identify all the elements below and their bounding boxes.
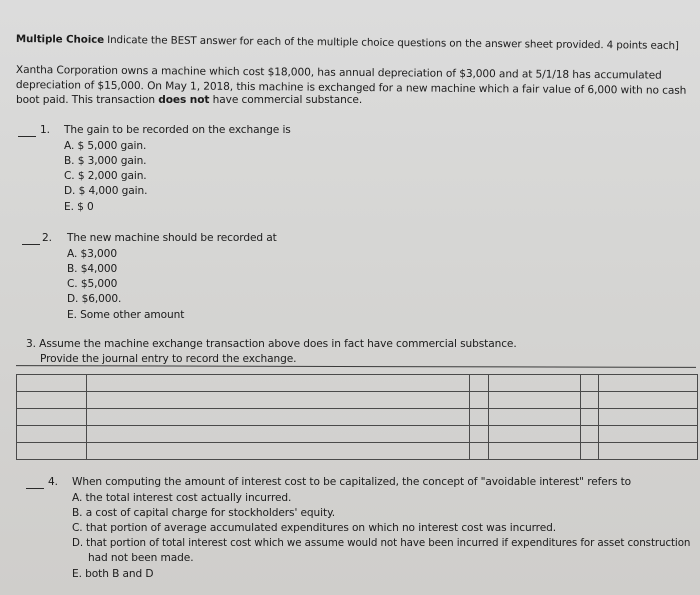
q4-option-a: A. the total interest cost actually incurred. <box>72 492 292 504</box>
instructions-header <box>16 33 679 52</box>
table-cell[interactable] <box>488 426 580 443</box>
intro-line-3-pre: boot paid. This transaction <box>16 94 159 106</box>
intro-line-2: depreciation of $15,000. On May 1, 2018, this machine is exchanged for a new machine which a fair value of 6,000 with no cash <box>15 79 687 97</box>
q4-option-b: B. a cost of capital charge for stockholders' equity. <box>72 507 335 519</box>
q1-number: 1. <box>40 124 50 136</box>
q3-instruction: Provide the journal entry to record the exchange. <box>40 353 297 365</box>
q4-option-d-continued: had not been made. <box>88 552 194 564</box>
table-cell[interactable] <box>87 375 470 392</box>
table-cell[interactable] <box>87 443 470 460</box>
table-row <box>17 443 698 460</box>
q2-option-d: D. $6,000. <box>67 293 122 305</box>
table-cell[interactable] <box>470 375 488 392</box>
header-bold: Multiple Choice <box>15 33 105 46</box>
table-cell[interactable] <box>87 426 470 443</box>
q1-option-b: B. $ 3,000 gain. <box>64 155 147 167</box>
table-cell[interactable] <box>488 392 580 409</box>
table-cell[interactable] <box>580 392 598 409</box>
q2-option-e: E. Some other amount <box>67 309 185 321</box>
table-cell[interactable] <box>470 392 488 409</box>
table-cell[interactable] <box>599 443 698 460</box>
table-cell[interactable] <box>470 409 488 426</box>
table-cell[interactable] <box>599 426 698 443</box>
q3-prompt: 3. Assume the machine exchange transaction above does in fact have commercial substance. <box>26 338 517 350</box>
table-row <box>17 375 698 392</box>
q1-option-c: C. $ 2,000 gain. <box>64 170 147 182</box>
table-cell[interactable] <box>488 375 580 392</box>
table-cell[interactable] <box>599 409 698 426</box>
q1-option-d: D. $ 4,000 gain. <box>64 185 148 197</box>
intro-line-3-post: have commercial substance. <box>209 94 363 106</box>
table-row <box>17 392 698 409</box>
table-cell[interactable] <box>580 409 598 426</box>
table-cell[interactable] <box>17 409 87 426</box>
q4-stem: When computing the amount of interest cost to be capitalized, the concept of "avoidable interest" refers to <box>72 476 632 488</box>
table-cell[interactable] <box>87 392 470 409</box>
q2-stem: The new machine should be recorded at <box>67 232 277 244</box>
q4-option-d: D. that portion of total interest cost which we assume would not have been incurred if expenditures for asset construction <box>72 537 691 549</box>
table-cell[interactable] <box>599 375 698 392</box>
table-cell[interactable] <box>17 392 87 409</box>
table-row <box>17 409 698 426</box>
q2-answer-blank[interactable] <box>22 244 40 245</box>
q1-answer-blank[interactable] <box>18 136 36 137</box>
table-row <box>17 426 698 443</box>
q3-divider <box>16 365 696 368</box>
header-text: Indicate the BEST answer for each of the multiple choice questions on the answer sheet provided. 4 points each] <box>103 33 679 52</box>
q2-option-c: C. $5,000 <box>67 278 118 290</box>
intro-line-3 <box>16 94 362 106</box>
q2-option-b: B. $4,000 <box>67 263 118 275</box>
table-cell[interactable] <box>17 443 87 460</box>
table-cell[interactable] <box>470 426 488 443</box>
intro-emphasis: does not <box>158 94 210 106</box>
table-cell[interactable] <box>87 409 470 426</box>
q2-number: 2. <box>42 232 52 244</box>
table-cell[interactable] <box>17 375 87 392</box>
table-cell[interactable] <box>599 392 698 409</box>
q2-option-a: A. $3,000 <box>67 248 117 260</box>
table-cell[interactable] <box>488 443 580 460</box>
q1-option-a: A. $ 5,000 gain. <box>64 140 147 152</box>
intro-line-1: Xantha Corporation owns a machine which cost $18,000, has annual depreciation of $3,000 and at 5/1/18 has accumulated <box>15 64 662 82</box>
table-cell[interactable] <box>580 375 598 392</box>
table-cell[interactable] <box>488 409 580 426</box>
q4-answer-blank[interactable] <box>26 488 44 489</box>
table-cell[interactable] <box>580 443 598 460</box>
table-cell[interactable] <box>470 443 488 460</box>
q4-option-e: E. both B and D <box>72 568 154 580</box>
q4-number: 4. <box>48 476 58 488</box>
q4-option-c: C. that portion of average accumulated expenditures on which no interest cost was incurred. <box>72 522 557 534</box>
q1-stem: The gain to be recorded on the exchange is <box>64 124 291 136</box>
table-cell[interactable] <box>17 426 87 443</box>
table-cell[interactable] <box>580 426 598 443</box>
q1-option-e: E. $ 0 <box>64 201 94 213</box>
journal-entry-table[interactable] <box>16 374 698 460</box>
